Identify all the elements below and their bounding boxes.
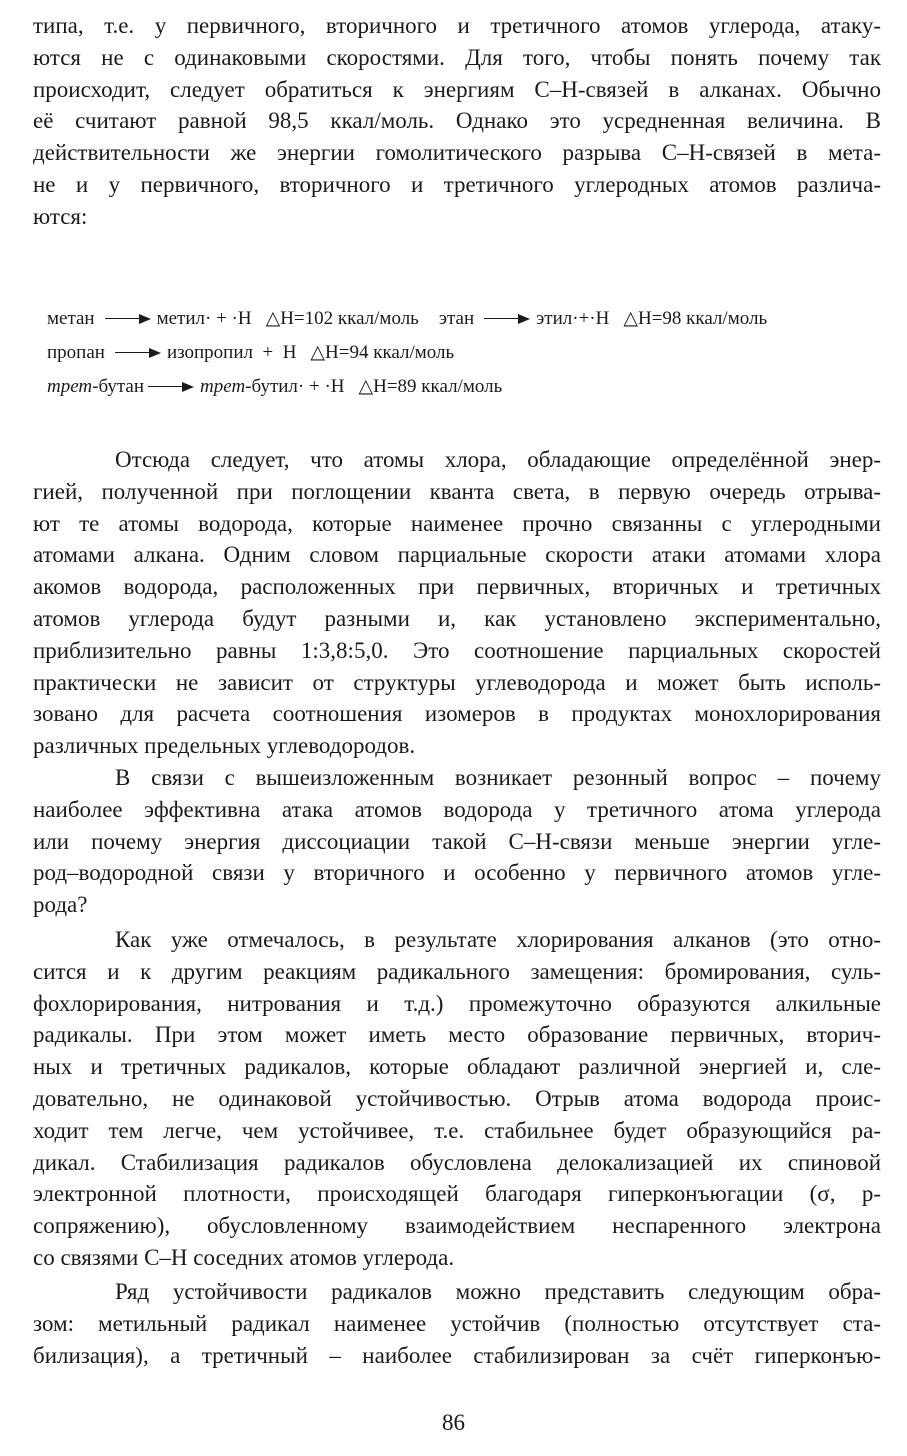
text-line: сопряжению), обусловленному взаимодействием неспаренного электрона (33, 1213, 881, 1239)
text-line: со связями С–Н соседних атомов углерода. (33, 1244, 455, 1270)
reaction-arrow-icon (105, 314, 151, 324)
paragraph-5 (33, 1276, 881, 1371)
text-line: зом: метильный радикал наименее устойчив (полностью отсутствует ста- (33, 1310, 881, 1336)
text-line: действительности же энергии гомолитического разрыва С–Н-связей в мета- (33, 140, 881, 166)
tert-prefix: трет (200, 376, 246, 397)
text-line: приблизительно равны 1:3,8:5,0. Это соотношение парциальных скоростей (33, 637, 881, 663)
product-tert-butyl (200, 370, 344, 404)
text-line: атомами алкана. Одним словом парциальные скорости атаки атомами хлора (33, 542, 881, 568)
reactant-propane: пропан (47, 342, 105, 363)
text-line: атомов углерода будут разными и, как установлено экспериментально, (33, 605, 881, 631)
reactant-tert-butane (47, 370, 144, 404)
text-line: зовано для расчета соотношения изомеров в продуктах монохлорирования (33, 701, 881, 727)
tert-prefix: трет (47, 376, 93, 397)
product-isopropyl: изопропил + Н (166, 342, 297, 363)
text-line: ются не с одинаковыми скоростями. Для того, чтобы понять почему так (33, 44, 881, 70)
text-line: электронной плотности, происходящей благодаря гиперконъюгации (σ, р- (33, 1181, 881, 1207)
text-line: гией, полученной при поглощении кванта света, в первую очередь отрыва- (33, 478, 881, 504)
reactant-methane: метан (47, 308, 95, 329)
text-line: ходит тем легче, чем устойчивее, т.е. стабильнее будет образующийся ра- (33, 1117, 881, 1143)
enthalpy-propane: △Н=94 ккал/моль (310, 342, 455, 363)
enthalpy-ethane: △Н=98 ккал/моль (623, 308, 768, 329)
text-line: Отсюда следует, что атомы хлора, обладающие определённой энер- (115, 447, 881, 472)
product-methyl: метил· + ·Н (156, 308, 252, 329)
text-line: фохлорирования, нитрования и т.д.) промежуточно образуются алкильные (33, 990, 881, 1016)
text-line: род–водородной связи у вторичного и особенно у первичного атомов угле- (33, 860, 881, 886)
text-line: происходит, следует обратиться к энергиям С–Н-связей в алканах. Обычно (33, 76, 881, 102)
paragraph-2 (33, 444, 881, 762)
reaction-arrow-icon (115, 348, 161, 358)
text-line: сится и к другим реакциям радикального замещения: бромирования, суль- (33, 958, 881, 984)
product-ethyl: этил·+·Н (536, 308, 610, 329)
equation-line-1 (47, 302, 887, 336)
text-line: радикалы. При этом может иметь место образование первичных, вторич- (33, 1022, 881, 1048)
text-line: практически не зависит от структуры углеводорода и может быть исполь- (33, 669, 881, 695)
enthalpy-tert-butane: △Н=89 ккал/моль (358, 376, 503, 397)
text-line: не и у первичного, вторичного и третичного углеродных атомов различа- (33, 171, 881, 197)
reactant-ethane: этан (438, 308, 475, 329)
enthalpy-methane: △Н=102 ккал/моль (265, 308, 419, 329)
text-line: билизация), а третичный – наиболее стабилизирован за счёт гиперконъю- (33, 1342, 881, 1368)
text-line: её считают равной 98,5 ккал/моль. Однако это усредненная величина. В (33, 108, 881, 134)
page-number: 86 (442, 1410, 465, 1435)
text-line: акомов водорода, расположенных при первичных, вторичных и третичных (33, 574, 881, 600)
text-line: В связи с вышеизложенным возникает резонный вопрос – почему (115, 765, 881, 790)
paragraph-3 (33, 762, 881, 921)
text-line: различных предельных углеводородов. (33, 733, 416, 759)
text-line: или почему энергия диссоциации такой С–Н-связи меньше энергии угле- (33, 828, 881, 854)
paragraph-1 (33, 10, 881, 233)
reaction-equations (47, 302, 887, 404)
reactant-rest: -бутан (92, 376, 145, 397)
product-rest: -бутил· + ·Н (245, 376, 345, 397)
text-line: Как уже отмечалось, в результате хлорирования алканов (это отно- (115, 927, 881, 952)
equation-line-3 (47, 370, 887, 404)
text-line: дикал. Стабилизация радикалов обусловлена делокализацией их спиновой (33, 1149, 881, 1175)
text-line: типа, т.е. у первичного, вторичного и третичного атомов углерода, атаку- (33, 13, 881, 38)
text-line: рода? (33, 892, 88, 918)
text-line: Ряд устойчивости радикалов можно представить следующим обра- (115, 1279, 881, 1304)
reaction-arrow-icon (148, 382, 194, 392)
paragraph-4 (33, 924, 881, 1274)
text-line: довательно, не одинаковой устойчивостью. Отрыв атома водорода проис- (33, 1085, 881, 1111)
reaction-arrow-icon (484, 314, 530, 324)
text-line: ют те атомы водорода, которые наименее прочно связанны с углеродными (33, 510, 881, 536)
text-line: ются: (33, 203, 88, 229)
equation-line-2 (47, 336, 887, 370)
text-line: ных и третичных радикалов, которые обладают различной энергией и, сле- (33, 1054, 881, 1080)
text-line: наиболее эффективна атака атомов водорода у третичного атома углерода (33, 796, 881, 822)
